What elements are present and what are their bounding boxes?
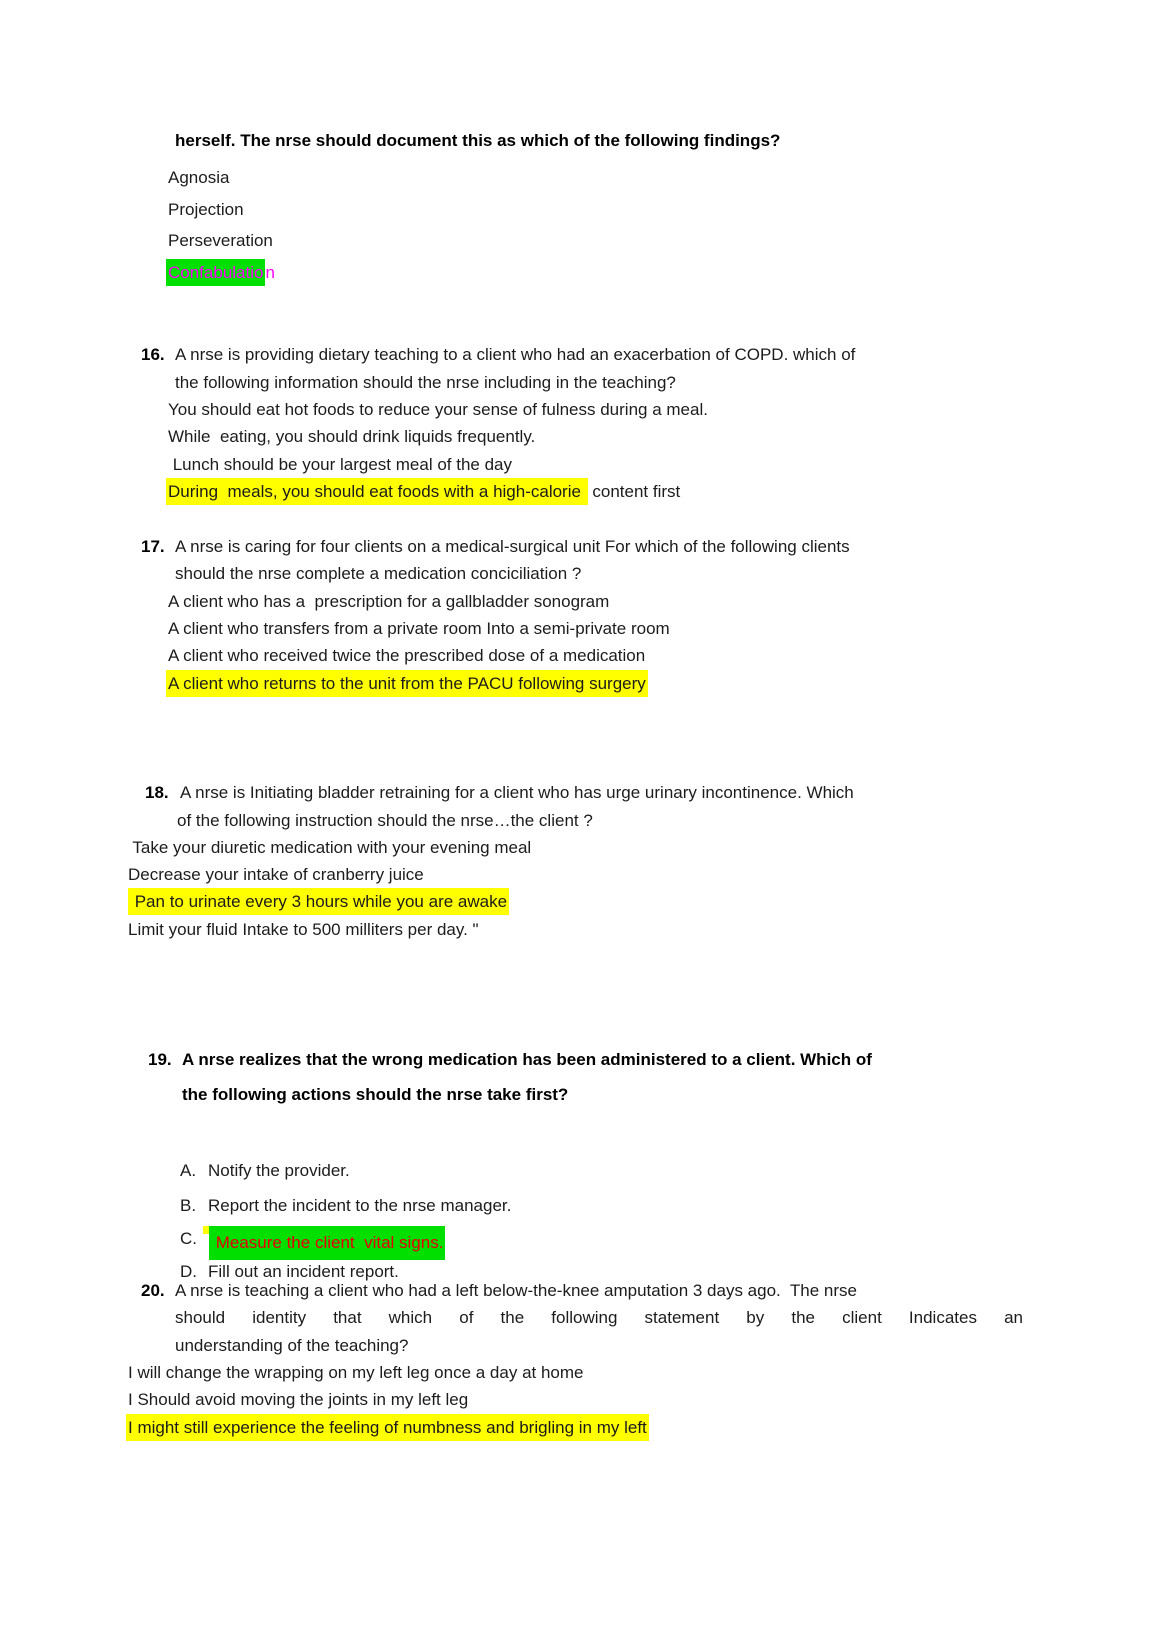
q18-option-2: Decrease your intake of cranberry juice	[128, 865, 424, 884]
q19-option-d-letter: D.	[180, 1262, 197, 1281]
q19-option-b-text: Report the incident to the nrse manager.	[208, 1196, 512, 1215]
q20-option-1: I will change the wrapping on my left leg once a day at home	[128, 1363, 584, 1382]
q18-number: 18.	[145, 783, 169, 802]
intro-option-perseveration: Perseveration	[168, 231, 273, 250]
yellow-highlighted-answer: Pan to urinate every 3 hours while you are awake	[128, 888, 509, 915]
q16-option-4-tail: content first	[587, 482, 681, 501]
q18-option-4: Limit your fluid Intake to 500 milliters per day. "	[128, 920, 479, 939]
q18-option-1: Take your diuretic medication with your evening meal	[128, 838, 532, 857]
green-highlighted-answer: Confabulatio	[166, 259, 265, 286]
q17-option-3: A client who received twice the prescribed dose of a medication	[168, 646, 646, 665]
intro-option-projection: Projection	[168, 200, 244, 219]
q20-option-3	[126, 1415, 649, 1441]
q16-stem1-text: A nrse is providing dietary teaching to a client who had an exacerbation of COPD. which of	[175, 345, 856, 364]
q19-stem1-text: A nrse realizes that the wrong medication has been administered to a client. Which of	[182, 1050, 872, 1069]
q17-option-4	[166, 671, 648, 697]
q19-option-a-letter: A.	[180, 1161, 197, 1180]
q19-option-c-letter: C.	[180, 1229, 197, 1248]
q19-option-a-text: Notify the provider.	[208, 1161, 350, 1180]
q19-stem-line2: the following actions should the nrse take first?	[182, 1085, 569, 1104]
q18-stem-line1	[145, 780, 854, 806]
confabulation-tail: n	[265, 263, 275, 282]
q20-option-2: I Should avoid moving the joints in my left leg	[128, 1390, 469, 1409]
q20-stem-line2: should identity that which of the following statement by the client Indicates an	[175, 1308, 1023, 1327]
q17-stem-line2: should the nrse complete a medication conciciliation ?	[175, 564, 582, 583]
q19-option-b	[180, 1193, 512, 1219]
q17-option-1: A client who has a prescription for a gallbladder sonogram	[168, 592, 610, 611]
q20-number: 20.	[141, 1281, 165, 1300]
q16-option-3: Lunch should be your largest meal of the day	[168, 455, 512, 474]
q20-stem1-text: A nrse is teaching a client who had a left below-the-knee amputation 3 days ago. The nrse	[175, 1281, 857, 1300]
q17-stem1-text: A nrse is caring for four clients on a medical-surgical unit For which of the following clients	[175, 537, 850, 556]
q16-number: 16.	[141, 345, 165, 364]
q19-option-d-text: Fill out an incident report.	[208, 1262, 399, 1281]
q20-stem-line3: understanding of the teaching?	[175, 1336, 409, 1355]
q16-option-1: You should eat hot foods to reduce your sense of fulness during a meal.	[168, 400, 708, 419]
q16-stem-line1	[141, 342, 856, 368]
q19-option-a	[180, 1158, 350, 1184]
yellow-highlighted-answer: During meals, you should eat foods with a high-calorie	[166, 478, 588, 505]
q16-option-2: While eating, you should drink liquids frequently.	[168, 427, 536, 446]
q18-option-3	[128, 889, 509, 915]
intro-option-agnosia: Agnosia	[168, 168, 230, 187]
yellow-highlighted-answer: I might still experience the feeling of numbness and brigling in my left	[126, 1414, 649, 1441]
q20-stem-line1	[141, 1278, 857, 1304]
q19-number: 19.	[148, 1050, 172, 1069]
yellow-highlighted-answer: A client who returns to the unit from the PACU following surgery	[166, 670, 648, 697]
intro-question-stem: herself. The nrse should document this as which of the following findings?	[175, 131, 781, 150]
q17-option-2: A client who transfers from a private room Into a semi-private room	[168, 619, 670, 638]
q19-stem-line1	[148, 1047, 872, 1073]
q16-option-4	[166, 479, 680, 505]
q17-stem-line1	[141, 534, 850, 560]
green-highlighted-answer: Measure the client vital signs.	[209, 1226, 445, 1260]
q16-stem-line2: the following information should the nrse including in the teaching?	[175, 373, 676, 392]
q19-option-b-letter: B.	[180, 1196, 197, 1215]
q17-number: 17.	[141, 537, 165, 556]
q18-stem-line2: of the following instruction should the nrse…the client ?	[177, 811, 593, 830]
q19-option-c	[180, 1226, 444, 1252]
q18-stem1-text: A nrse is Initiating bladder retraining for a client who has urge urinary incontinence. Which	[180, 783, 854, 802]
intro-option-confabulation	[166, 260, 275, 286]
